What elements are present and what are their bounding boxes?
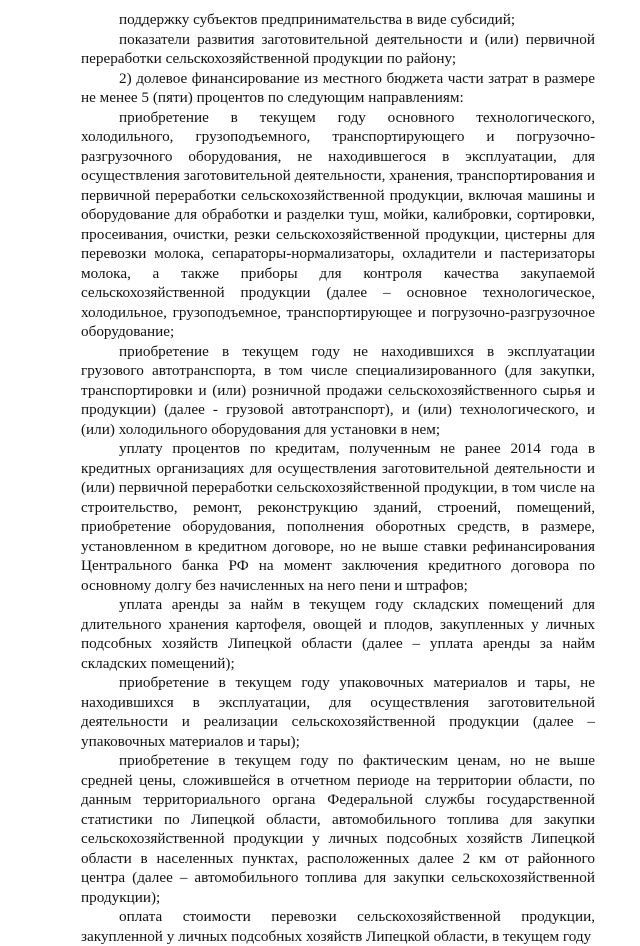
document-page [81, 10, 595, 946]
paragraph-7: уплата аренды за найм в текущем году складских помещений для длительного хранения картофеля, овощей и плодов, закупленных у личных подсобных хозяйств Липецкой области (далее – уплата аренды за найм складских помещений); [81, 596, 595, 672]
paragraph-3: 2) долевое финансирование из местного бюджета части затрат в размере не менее 5 (пяти) процентов по следующим направлениям: [81, 69, 595, 106]
paragraph-6: уплату процентов по кредитам, полученным не ранее 2014 года в кредитных организациях для осуществления заготовительной деятельности и (или) первичной переработки сельскохозяйственной продукции, в том числе на строительство, ремонт, реконструкцию зданий, строений, помещений, приобретение оборудования, пополнения оборотных средств, в размере, установленном в кредитном договоре, но не выше ставки рефинансирования Центрального банка РФ на момент заключения кредитного договора по основному долгу без начисленных на него пени и штрафов; [81, 440, 595, 594]
paragraph-9: приобретение в текущем году по фактическим ценам, но не выше средней цены, сложившейся в отчетном периоде на территории области, по данным территориального органа Федеральной службы государственной статистики по Липецкой области, автомобильного топлива для закупки сельскохозяйственной продукции у личных подсобных хозяйств Липецкой области в населенных пунктах, расположенных далее 2 км от районного центра (далее – автомобильного топлива для закупки сельскохозяйственной продукции); [81, 752, 595, 906]
paragraph-5: приобретение в текущем году не находившихся в эксплуатации грузового автотранспорта, в том числе специализированного (для закупки, транспортировки и (или) розничной продажи сельскохозяйственного сырья и продукции) (далее - грузовой автотранспорт), и (или) технологического, и (или) холодильного оборудования для установки в нем; [81, 342, 595, 438]
paragraph-2: показатели развития заготовительной деятельности и (или) первичной переработки сельскохозяйственной продукции по району; [81, 30, 595, 67]
paragraph-1: поддержку субъектов предпринимательства в виде субсидий; [119, 11, 516, 28]
paragraph-10: оплата стоимости перевозки сельскохозяйственной продукции, закупленной у личных подсобных хозяйств Липецкой области, в текущем году [81, 908, 595, 945]
paragraph-4: приобретение в текущем году основного технологического, холодильного, грузоподъемного, транспортирующего и погрузочно-разгрузочного оборудования, не находившегося в эксплуатации, для осуществления заготовительной деятельности, хранения, транспортирования и первичной переработки сельскохозяйственной продукции, включая машины и оборудование для обработки и разделки туш, мойки, калибровки, сортировки, просеивания, очистки, резки сельскохозяйственной продукции, цистерны для перевозки молока, сепараторы-нормализаторы, охладители и пастеризаторы молока, а также приборы для контроля качества закупаемой сельскохозяйственной продукции (далее – основное технологическое, холодильное, грузоподъемное, транспортирующее и погрузочно-разгрузочное оборудование; [81, 108, 595, 340]
paragraph-8: приобретение в текущем году упаковочных материалов и тары, не находившихся в эксплуатации, для осуществления заготовительной деятельности и реализации сельскохозяйственной продукции (далее – упаковочных материалов и тары); [81, 674, 595, 750]
